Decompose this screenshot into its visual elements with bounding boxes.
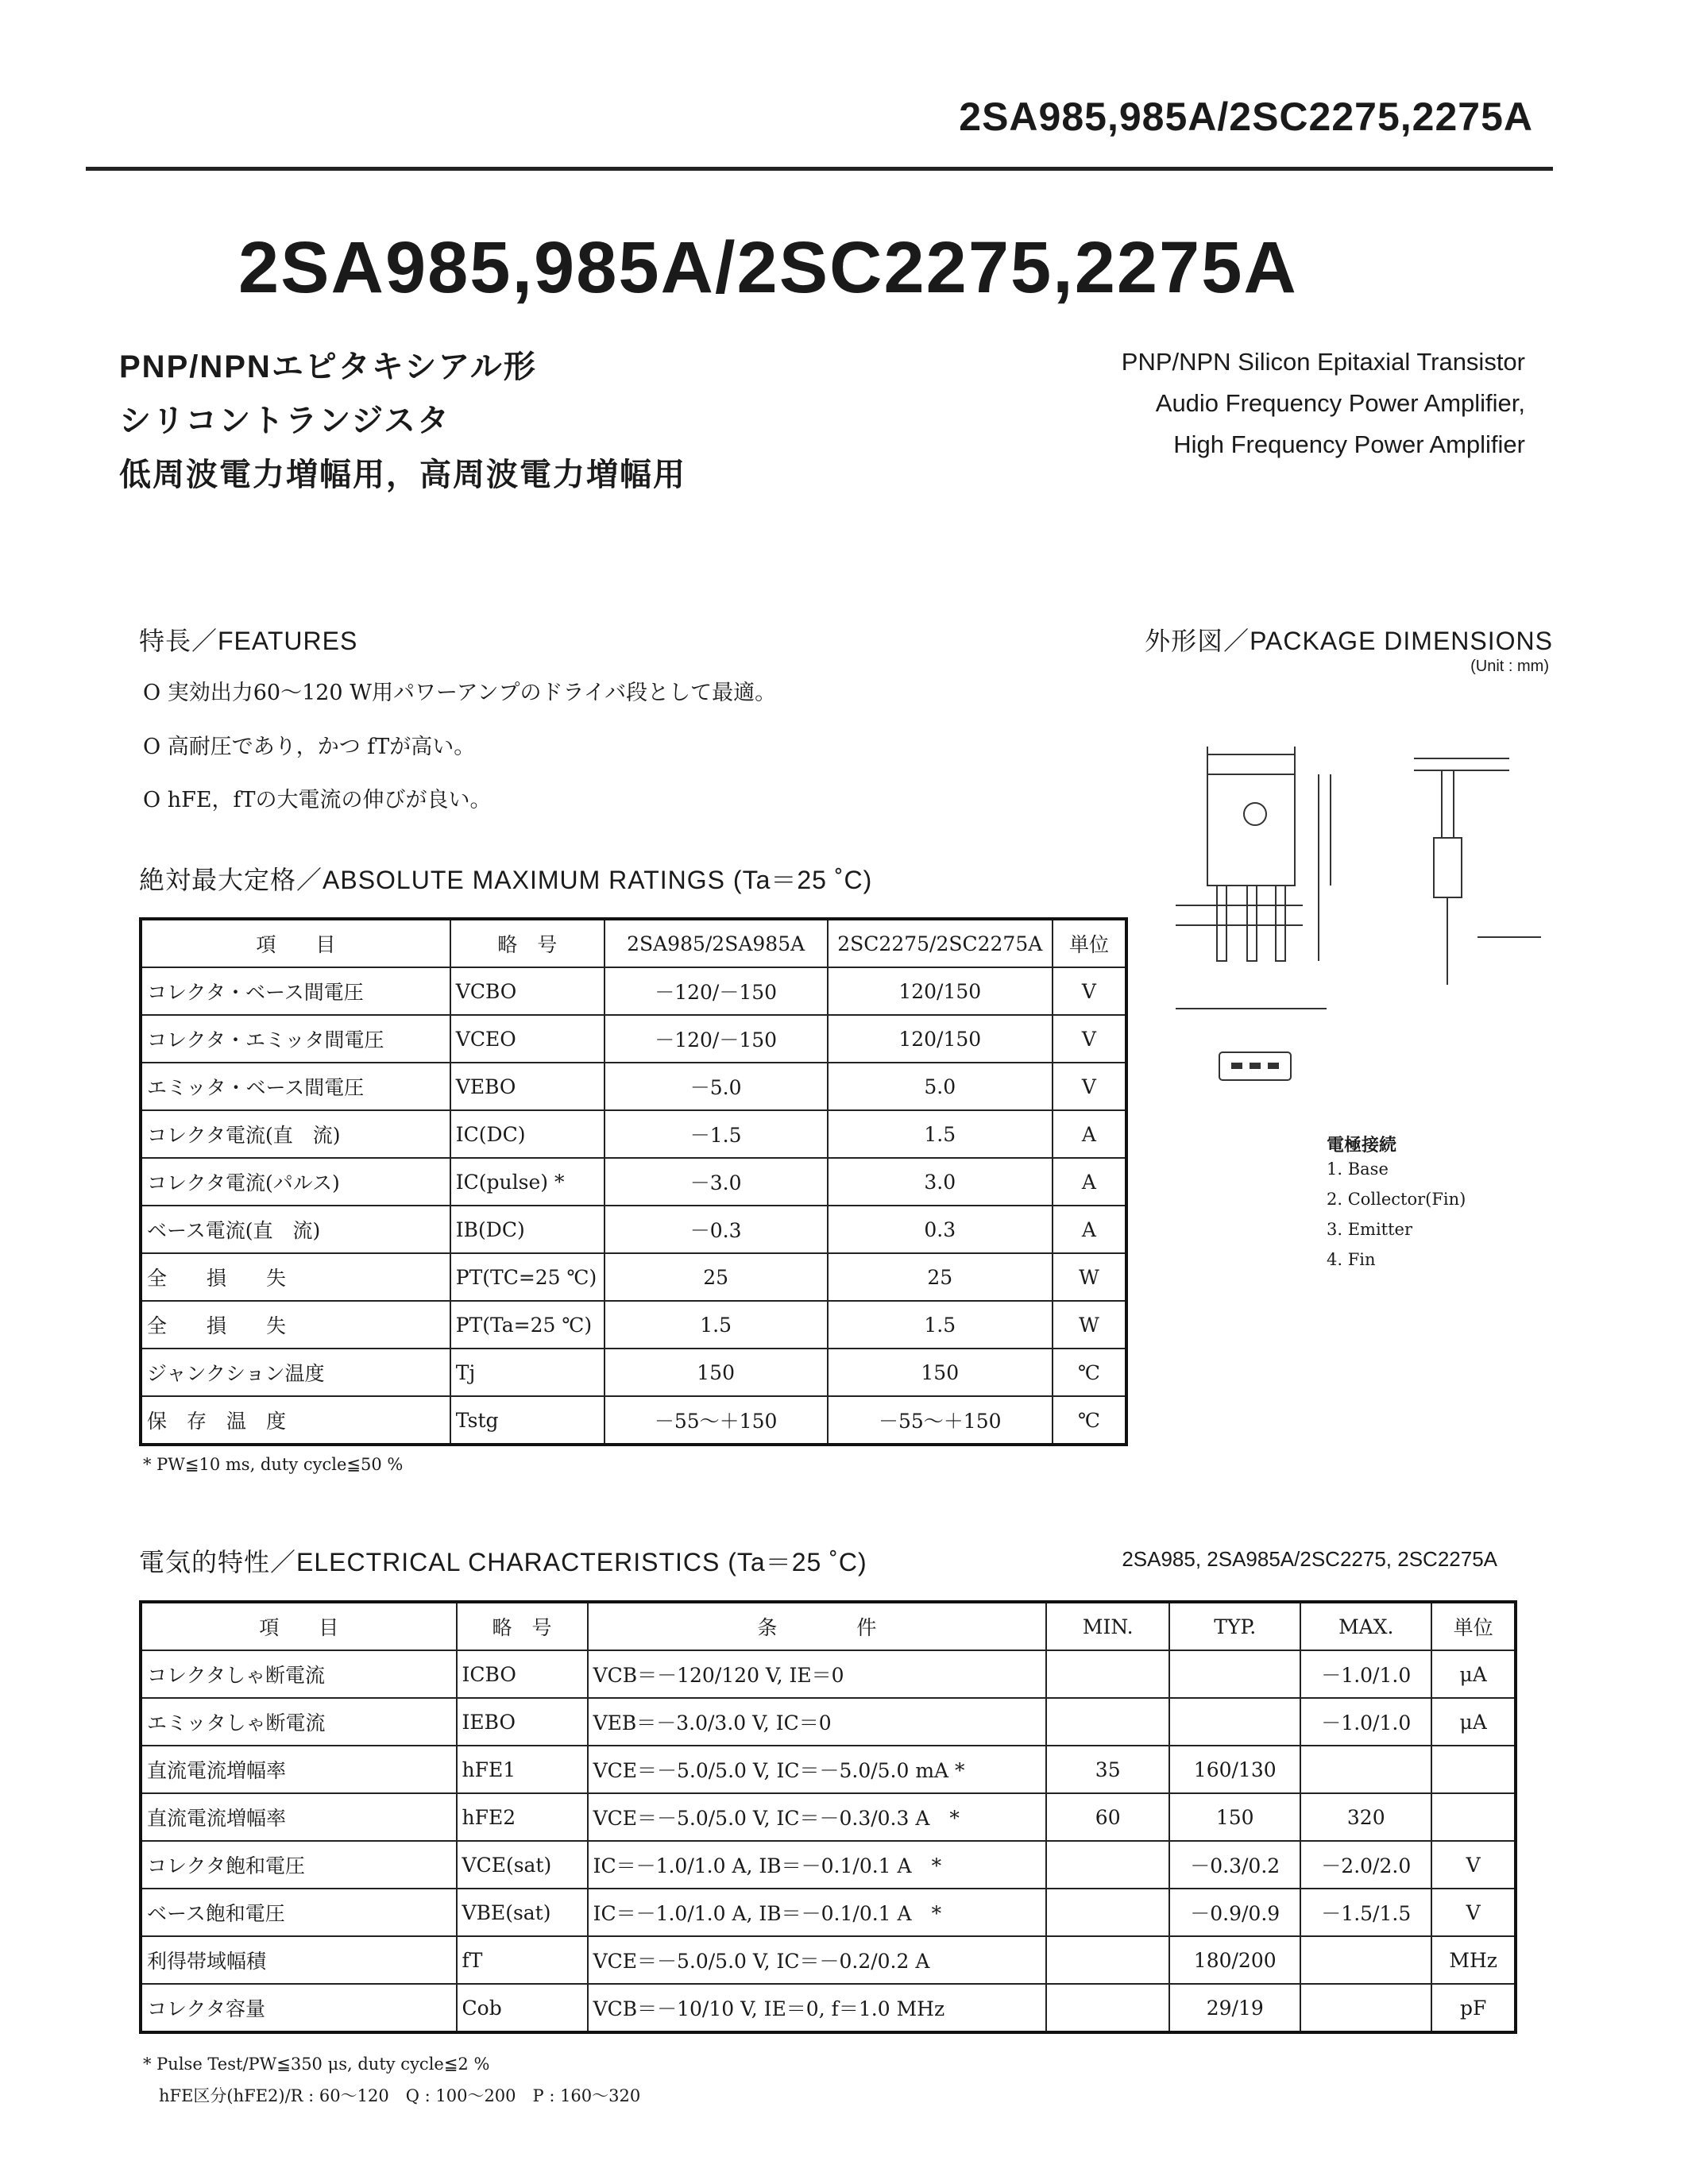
table-cell: PT(Ta=25 ℃) xyxy=(450,1301,605,1349)
table-cell xyxy=(1300,1746,1431,1793)
col-header: MIN. xyxy=(1046,1602,1169,1650)
table-cell: エミッタしゃ断電流 xyxy=(141,1698,457,1746)
table-cell: MHz xyxy=(1431,1936,1516,1984)
table-cell xyxy=(1300,1984,1431,2032)
table-row xyxy=(141,1063,1126,1110)
table-cell: PT(TC=25 ℃) xyxy=(450,1253,605,1301)
table-cell: 25 xyxy=(605,1253,828,1301)
table-cell: IC＝－1.0/1.0 A, IB＝－0.1/0.1 A * xyxy=(588,1841,1047,1889)
en-subtitle-line-1: PNP/NPN Silicon Epitaxial Transistor xyxy=(1121,348,1525,376)
table-cell: 保 存 温 度 xyxy=(141,1396,450,1445)
table-cell: コレクタ・ベース間電圧 xyxy=(141,967,450,1015)
table-row xyxy=(141,1698,1516,1746)
col-header: 2SC2275/2SC2275A xyxy=(828,919,1053,967)
table-cell: コレクタ・エミッタ間電圧 xyxy=(141,1015,450,1063)
table-cell: Tstg xyxy=(450,1396,605,1445)
table-cell: 全 損 失 xyxy=(141,1301,450,1349)
table-cell: A xyxy=(1053,1110,1126,1158)
table-cell: 120/150 xyxy=(828,967,1053,1015)
table-cell: W xyxy=(1053,1253,1126,1301)
table-cell: V xyxy=(1431,1841,1516,1889)
elec-chars-models: 2SA985, 2SA985A/2SC2275, 2SC2275A xyxy=(1122,1547,1497,1571)
table-row xyxy=(141,1015,1126,1063)
table-cell: －5.0 xyxy=(605,1063,828,1110)
table-cell: 29/19 xyxy=(1169,1984,1300,2032)
table-cell: 3.0 xyxy=(828,1158,1053,1206)
table-cell: －1.5 xyxy=(605,1110,828,1158)
table-cell: hFE1 xyxy=(457,1746,588,1793)
package-title: 外形図／PACKAGE DIMENSIONS xyxy=(1145,627,1553,655)
jp-subtitle-line-2: シリコントランジスタ xyxy=(119,403,450,438)
table-cell: －55～＋150 xyxy=(605,1396,828,1445)
table-row xyxy=(141,1841,1516,1889)
table-cell: fT xyxy=(457,1936,588,1984)
table-cell: ベース電流(直 流) xyxy=(141,1206,450,1253)
table-cell: 1.5 xyxy=(828,1301,1053,1349)
col-header: 2SA985/2SA985A xyxy=(605,919,828,967)
jp-subtitle-line-3: 低周波電力増幅用，高周波電力増幅用 xyxy=(119,457,686,492)
table-cell: 全 損 失 xyxy=(141,1253,450,1301)
table-cell: －3.0 xyxy=(605,1158,828,1206)
table-cell: コレクタ電流(直 流) xyxy=(141,1110,450,1158)
table-cell: hFE2 xyxy=(457,1793,588,1841)
abs-ratings-table xyxy=(139,917,1128,1446)
header-rule xyxy=(86,167,1553,171)
table-cell: ℃ xyxy=(1053,1396,1126,1445)
feature-item: O 実効出力60～120 W用パワーアンプのドライバ段として最適。 xyxy=(143,681,777,705)
table-cell xyxy=(1169,1650,1300,1698)
table-row xyxy=(141,1110,1126,1158)
table-cell: 160/130 xyxy=(1169,1746,1300,1793)
table-cell: －120/－150 xyxy=(605,967,828,1015)
table-cell: VCE(sat) xyxy=(457,1841,588,1889)
table-row xyxy=(141,1793,1516,1841)
table-cell: IC(DC) xyxy=(450,1110,605,1158)
table-row xyxy=(141,1206,1126,1253)
table-cell: ICBO xyxy=(457,1650,588,1698)
table-cell: A xyxy=(1053,1206,1126,1253)
table-cell: －55～＋150 xyxy=(828,1396,1053,1445)
pin-connection-title: 電極接続 xyxy=(1327,1135,1397,1156)
table-cell: VBE(sat) xyxy=(457,1889,588,1936)
pin-item: 4. Fin xyxy=(1327,1250,1376,1269)
table-cell: ジャンクション温度 xyxy=(141,1349,450,1396)
table-cell: V xyxy=(1431,1889,1516,1936)
table-cell: IC＝－1.0/1.0 A, IB＝－0.1/0.1 A * xyxy=(588,1889,1047,1936)
col-header: 略 号 xyxy=(450,919,605,967)
table-row xyxy=(141,967,1126,1015)
pin-item: 3. Emitter xyxy=(1327,1220,1413,1239)
table-cell: －2.0/2.0 xyxy=(1300,1841,1431,1889)
col-header: 単位 xyxy=(1431,1602,1516,1650)
table-cell: Cob xyxy=(457,1984,588,2032)
table-cell: IEBO xyxy=(457,1698,588,1746)
table-cell: －120/－150 xyxy=(605,1015,828,1063)
table-cell xyxy=(1169,1698,1300,1746)
table-cell: IC(pulse) * xyxy=(450,1158,605,1206)
elec-chars-title: 電気的特性／ELECTRICAL CHARACTERISTICS (Ta＝25 ˚C) xyxy=(139,1548,867,1576)
table-cell: 150 xyxy=(1169,1793,1300,1841)
table-cell: VCE＝－5.0/5.0 V, IC＝－0.2/0.2 A xyxy=(588,1936,1047,1984)
package-mounting-hole xyxy=(1244,803,1266,825)
table-cell: 60 xyxy=(1046,1793,1169,1841)
table-cell: pF xyxy=(1431,1984,1516,2032)
table-cell xyxy=(1431,1793,1516,1841)
table-cell: －0.3/0.2 xyxy=(1169,1841,1300,1889)
package-body-side xyxy=(1434,838,1462,897)
elec-chars-note: * Pulse Test/PW≦350 μs, duty cycle≦2 % xyxy=(143,2055,490,2074)
table-cell: ℃ xyxy=(1053,1349,1126,1396)
table-cell: VCEO xyxy=(450,1015,605,1063)
table-cell: VCB＝－10/10 V, IE＝0, f＝1.0 MHz xyxy=(588,1984,1047,2032)
table-header-row xyxy=(141,919,1126,967)
table-cell: V xyxy=(1053,1015,1126,1063)
table-row xyxy=(141,1158,1126,1206)
table-cell: 利得帯域幅積 xyxy=(141,1936,457,1984)
table-cell xyxy=(1046,1650,1169,1698)
table-row xyxy=(141,1349,1126,1396)
table-row xyxy=(141,1396,1126,1445)
pin-item: 2. Collector(Fin) xyxy=(1327,1190,1466,1209)
package-body-front xyxy=(1207,774,1295,886)
table-cell: V xyxy=(1053,1063,1126,1110)
en-subtitle-line-2: Audio Frequency Power Amplifier, xyxy=(1155,389,1525,417)
en-subtitle-line-3: High Frequency Power Amplifier xyxy=(1173,430,1525,458)
table-cell: V xyxy=(1053,967,1126,1015)
table-cell: 0.3 xyxy=(828,1206,1053,1253)
table-cell: エミッタ・ベース間電圧 xyxy=(141,1063,450,1110)
pin-item: 1. Base xyxy=(1327,1160,1389,1179)
table-cell xyxy=(1046,1698,1169,1746)
table-cell xyxy=(1046,1889,1169,1936)
table-cell: 直流電流増幅率 xyxy=(141,1793,457,1841)
table-row xyxy=(141,1301,1126,1349)
package-unit: (Unit : mm) xyxy=(1470,658,1549,675)
table-row xyxy=(141,1746,1516,1793)
table-cell xyxy=(1046,1936,1169,1984)
col-header: 項 目 xyxy=(141,1602,457,1650)
table-cell: コレクタ電流(パルス) xyxy=(141,1158,450,1206)
table-cell: ベース飽和電圧 xyxy=(141,1889,457,1936)
feature-item: O hFE，fTの大電流の伸びが良い。 xyxy=(143,788,492,812)
table-cell: コレクタ容量 xyxy=(141,1984,457,2032)
col-header: 項 目 xyxy=(141,919,450,967)
table-cell: 直流電流増幅率 xyxy=(141,1746,457,1793)
table-cell: 320 xyxy=(1300,1793,1431,1841)
table-cell: VCB＝－120/120 V, IE＝0 xyxy=(588,1650,1047,1698)
table-row xyxy=(141,1889,1516,1936)
table-cell: －0.3 xyxy=(605,1206,828,1253)
table-cell: 150 xyxy=(605,1349,828,1396)
table-cell: A xyxy=(1053,1158,1126,1206)
table-cell: 1.5 xyxy=(605,1301,828,1349)
col-header: 略 号 xyxy=(457,1602,588,1650)
col-header: 条 件 xyxy=(588,1602,1047,1650)
table-cell: VEB＝－3.0/3.0 V, IC＝0 xyxy=(588,1698,1047,1746)
feature-item: O 高耐圧であり，かつ fTが高い。 xyxy=(143,735,476,759)
package-drawing xyxy=(1128,739,1557,1088)
features-title: 特長／FEATURES xyxy=(139,627,358,655)
table-cell xyxy=(1431,1746,1516,1793)
table-cell: 150 xyxy=(828,1349,1053,1396)
table-row xyxy=(141,1253,1126,1301)
header-part-number: 2SA985,985A/2SC2275,2275A xyxy=(959,95,1533,139)
table-cell: コレクタしゃ断電流 xyxy=(141,1650,457,1698)
table-row xyxy=(141,1936,1516,1984)
col-header: TYP. xyxy=(1169,1602,1300,1650)
table-cell: 35 xyxy=(1046,1746,1169,1793)
table-cell: 120/150 xyxy=(828,1015,1053,1063)
table-cell: μA xyxy=(1431,1698,1516,1746)
table-cell: W xyxy=(1053,1301,1126,1349)
table-cell: 5.0 xyxy=(828,1063,1053,1110)
abs-ratings-note: * PW≦10 ms, duty cycle≦50 % xyxy=(143,1455,404,1474)
table-cell: －1.0/1.0 xyxy=(1300,1650,1431,1698)
table-cell: VCBO xyxy=(450,967,605,1015)
col-header: 単位 xyxy=(1053,919,1126,967)
table-row xyxy=(141,1984,1516,2032)
table-cell xyxy=(1046,1841,1169,1889)
table-cell: －1.5/1.5 xyxy=(1300,1889,1431,1936)
col-header: MAX. xyxy=(1300,1602,1431,1650)
table-cell: 25 xyxy=(828,1253,1053,1301)
table-cell xyxy=(1300,1936,1431,1984)
page-title: 2SA985,985A/2SC2275,2275A xyxy=(238,227,1298,308)
table-cell: 1.5 xyxy=(828,1110,1053,1158)
table-cell: 180/200 xyxy=(1169,1936,1300,1984)
table-cell: VCE＝－5.0/5.0 V, IC＝－5.0/5.0 mA * xyxy=(588,1746,1047,1793)
table-cell: VEBO xyxy=(450,1063,605,1110)
table-cell: VCE＝－5.0/5.0 V, IC＝－0.3/0.3 A * xyxy=(588,1793,1047,1841)
jp-subtitle-line-1: PNP/NPNエピタキシアル形 xyxy=(119,349,537,384)
table-cell: Tj xyxy=(450,1349,605,1396)
table-cell: IB(DC) xyxy=(450,1206,605,1253)
elec-chars-note: hFE区分(hFE2)/R : 60～120 Q : 100～200 P : 160～320 xyxy=(159,2086,641,2105)
table-cell: －0.9/0.9 xyxy=(1169,1889,1300,1936)
table-cell: μA xyxy=(1431,1650,1516,1698)
table-row xyxy=(141,1650,1516,1698)
table-cell xyxy=(1046,1984,1169,2032)
table-cell: コレクタ飽和電圧 xyxy=(141,1841,457,1889)
abs-ratings-title: 絶対最大定格／ABSOLUTE MAXIMUM RATINGS (Ta＝25 ˚C) xyxy=(139,866,873,894)
elec-chars-table xyxy=(139,1600,1517,2034)
table-header-row xyxy=(141,1602,1516,1650)
table-cell: －1.0/1.0 xyxy=(1300,1698,1431,1746)
